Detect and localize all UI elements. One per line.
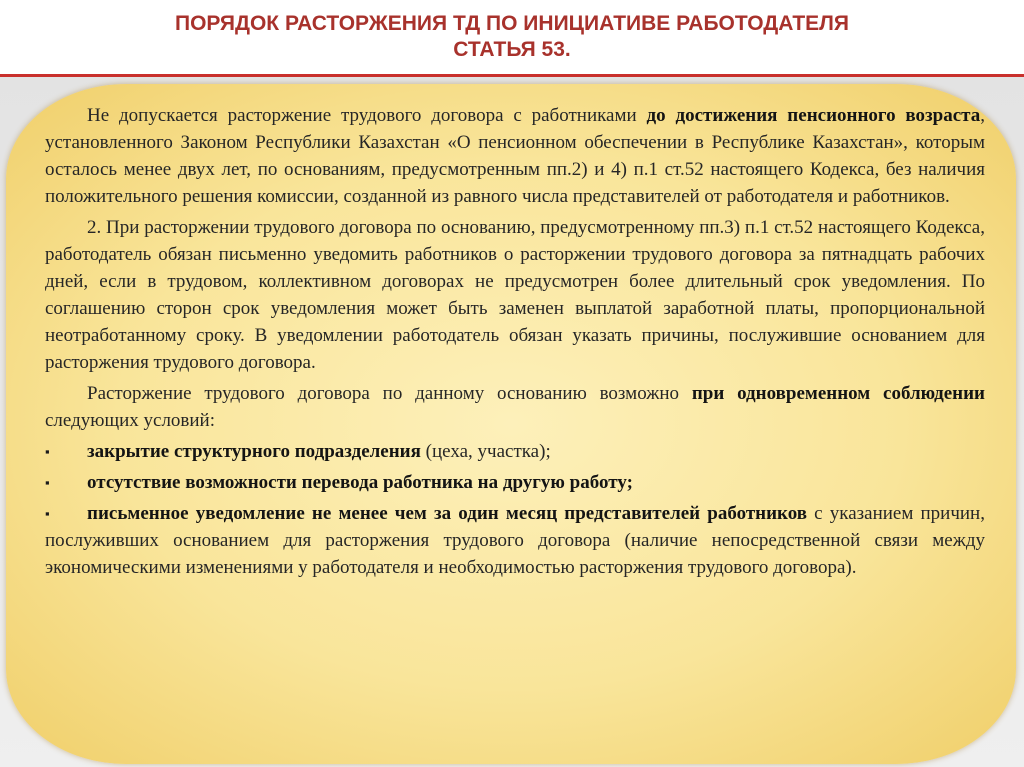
- bullet-1-emphasis: закрытие структурного подразделения: [87, 441, 421, 462]
- paragraph-1-emphasis: до достижения пенсионного возраста: [646, 105, 981, 126]
- bullet-1-text: (цеха, участка);: [420, 441, 551, 462]
- paragraph-3: [45, 380, 985, 434]
- bullet-item-1: [45, 438, 985, 465]
- bullet-2-emphasis: отсутствие возможности перевода работника на другую работу;: [87, 472, 633, 493]
- bullet-item-2: [45, 469, 985, 496]
- paragraph-1-text-end: , установленного Законом Республики Казахстан «О пенсионном обеспечении в Республике Казахстан», которым осталось менее двух лет, по основаниям, предусмотренным пп.2) и 4) п.1 ст.52 настоящего Кодекса, без наличия положительного решения комиссии, созданной из равного числа представителей от работодателя и работников.: [45, 105, 985, 207]
- paragraph-3-emphasis: при одновременном соблюдении: [691, 383, 985, 404]
- bullet-3-emphasis: письменное уведомление не менее чем за один месяц представителей работников: [87, 503, 808, 524]
- paragraph-2: 2. При расторжении трудового договора по основанию, предусмотренному пп.3) п.1 ст.52 настоящего Кодекса, работодатель обязан письменно уведомить работников о расторжении трудового договора за пятнадцать рабочих дней, если в трудовом, коллективном договорах не предусмотрен более длительный срок уведомления. По соглашению сторон срок уведомления может быть заменен выплатой заработной платы, пропорциональной неотработанному сроку. В уведомлении работодатель обязан указать причины, послужившие основанием для расторжения трудового договора.: [45, 217, 985, 373]
- slide-title-line-1: ПОРЯДОК РАСТОРЖЕНИЯ ТД ПО ИНИЦИАТИВЕ РАБОТОДАТЕЛЯ: [175, 12, 849, 35]
- bullet-marker-icon: ▪: [45, 475, 50, 490]
- paragraph-3-text-end: следующих условий:: [45, 410, 216, 431]
- paragraph-1: [45, 102, 985, 210]
- slide-header: [0, 0, 1024, 77]
- slide-title-line-2: СТАТЬЯ 53.: [453, 38, 571, 61]
- paragraph-3-text: Расторжение трудового договора по данному основанию возможно: [87, 383, 692, 404]
- paragraph-1-text: Не допускается расторжение трудового договора с работниками: [87, 105, 647, 126]
- bullet-marker-icon: ▪: [45, 506, 50, 521]
- bullet-item-3: [45, 500, 985, 581]
- article-text: [45, 102, 985, 585]
- bullet-3-text: с указанием причин, послуживших основанием для расторжения трудового договора (наличие непосредственной связи между экономическими изменениями у работодателя и необходимостью расторжения трудового договора).: [45, 503, 985, 578]
- bullet-marker-icon: ▪: [45, 444, 50, 459]
